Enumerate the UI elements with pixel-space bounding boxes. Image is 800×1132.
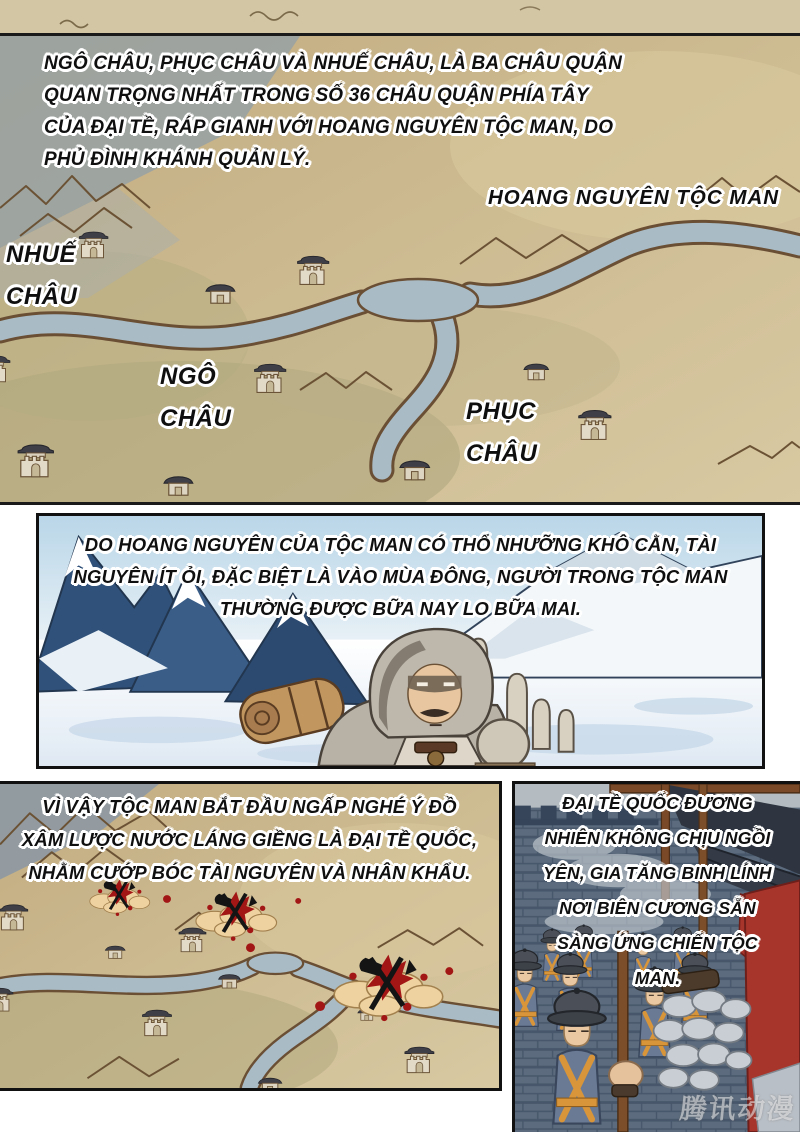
map-label-nhue-chau: NHUẾ CHÂU xyxy=(6,241,78,310)
region-label-hoang-nguyen: HOANG NGUYÊN TỘC MAN xyxy=(488,186,780,209)
publisher-watermark: 腾讯动漫 xyxy=(678,1094,798,1124)
narration-line: XÂM LƯỢC NƯỚC LÁNG GIỀNG LÀ ĐẠI TỀ QUỐC, xyxy=(21,829,478,850)
narration-box xyxy=(0,790,499,889)
panel-map-overview xyxy=(0,36,800,505)
fort-icon xyxy=(79,232,108,258)
house-icon xyxy=(524,364,548,380)
fort-icon xyxy=(298,256,329,284)
narration-line: NHẰM CƯỚP BÓC TÀI NGUYÊN VÀ NHÂN KHẨU. xyxy=(28,862,471,883)
narration-line: NGÔ CHÂU, PHỤC CHÂU VÀ NHUẾ CHÂU, LÀ BA CHÂU QUẬN xyxy=(44,53,623,74)
narration-line: MAN. xyxy=(634,968,681,988)
narration-line: NGUYÊN ÍT ỎI, ĐẶC BIỆT LÀ VÀO MÙA ĐÔNG, NGƯỜI TRONG TỘC MAN xyxy=(73,566,728,587)
house-icon xyxy=(105,946,125,958)
fort-icon xyxy=(179,928,206,952)
narration-box xyxy=(515,786,800,996)
fort-icon xyxy=(143,1010,172,1036)
narration-line: CỦA ĐẠI TỀ, RÁP GIANH VỚI HOANG NGUYÊN TỘC MAN, DO xyxy=(44,117,614,138)
narration-box xyxy=(39,529,762,625)
narration-line: QUAN TRỌNG NHẤT TRONG SỐ 36 CHÂU QUẬN PHÍA TÂY xyxy=(44,85,589,106)
lake-icon xyxy=(358,279,478,321)
narration-box xyxy=(44,48,622,176)
narration-line: VÌ VẬY TỘC MAN BẮT ĐẦU NGẤP NGHÉ Ý ĐỒ xyxy=(42,796,457,817)
fort-icon xyxy=(0,905,28,930)
fort-icon xyxy=(405,1047,434,1073)
fort-icon xyxy=(18,445,53,477)
house-icon xyxy=(400,461,430,480)
narration-line: NHIÊN KHÔNG CHỊU NGỒI xyxy=(544,828,771,848)
lake-icon xyxy=(248,953,304,974)
house-icon xyxy=(219,975,240,988)
house-icon xyxy=(164,477,193,495)
narration-line: DO HOANG NGUYÊN CỦA TỘC MAN CÓ THỔ NHƯỠNG KHÔ CẰN, TÀI xyxy=(84,534,717,555)
bleed-squiggles-icon xyxy=(0,0,800,33)
narration-line: NƠI BIÊN CƯƠNG SẴN xyxy=(559,898,756,918)
panel-battle-map xyxy=(0,781,502,1091)
map-label-ngo-chau: NGÔ CHÂU xyxy=(160,363,232,432)
narration-line: YÊN, GIA TĂNG BINH LÍNH xyxy=(543,863,772,883)
narration-line: ĐẠI TỀ QUỐC ĐƯƠNG xyxy=(562,793,753,813)
house-icon xyxy=(206,285,235,303)
narration-line: THƯỜNG ĐƯỢC BỮA NAY LO BỮA MAI. xyxy=(219,598,582,619)
page-bleed-map-strip xyxy=(0,0,800,36)
panel-border-guard xyxy=(512,781,800,1132)
fort-icon xyxy=(255,364,286,392)
narration-line: SÀNG ỨNG CHIẾN TỘC xyxy=(557,933,758,953)
narration-line: PHỦ ĐÌNH KHÁNH QUẢN LÝ. xyxy=(44,149,311,170)
house-icon xyxy=(258,1078,281,1088)
fort-icon xyxy=(579,410,611,439)
map-label-phuc-chau: PHỤC CHÂU xyxy=(466,398,538,467)
panel-snow-march xyxy=(36,513,765,769)
